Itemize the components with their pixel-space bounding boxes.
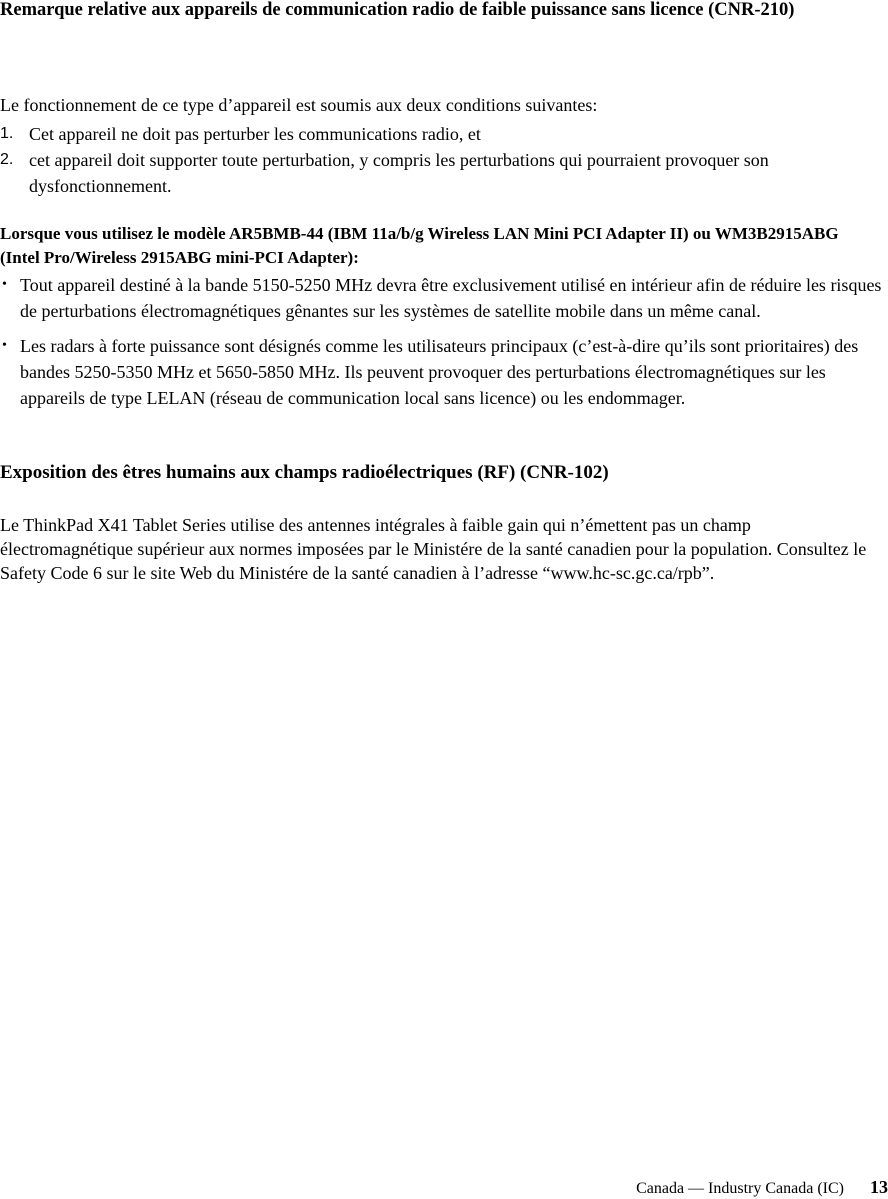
list-item-text: Tout appareil destiné à la bande 5150-5250 MHz devra être exclusivement utilisé en intérieur afin de réduire les risques de perturbations électromagnétiques gênantes sur les systèmes de satellite mobile dans un même canal. [20, 275, 882, 321]
rf-exposure-paragraph: Le ThinkPad X41 Tablet Series utilise des antennes intégrales à faible gain qui n’émettent pas un champ électromagnétique supérieur aux normes imposées par le Ministére de la santé canadien pour la population. Consultez le Safety Code 6 sur le site Web du Ministére de la santé canadien à l’adresse “www.hc-sc.gc.ca/rpb”. [0, 515, 867, 583]
list-item-number: 1. [0, 125, 14, 142]
bullet-icon: • [2, 277, 7, 292]
list-item-text: cet appareil doit supporter toute perturbation, y compris les perturbations qui pourraient provoquer son dysfonctionnement. [29, 150, 769, 196]
adapter-notes-list [0, 272, 885, 420]
list-item [0, 272, 885, 324]
list-item [0, 121, 885, 147]
page-footer [636, 1177, 888, 1199]
section-heading-rf-exposure: Exposition des êtres humains aux champs radioélectriques (RF) (CNR-102) [0, 462, 609, 483]
section-heading-adapter-models: Lorsque vous utilisez le modèle AR5BMB-44 (IBM 11a/b/g Wireless LAN Mini PCI Adapter II) ou WM3B2915ABG (Intel Pro/Wireless 2915ABG mini-PCI Adapter): [0, 224, 839, 267]
section-heading-cnr-210: Remarque relative aux appareils de communication radio de faible puissance sans licence (CNR-210) [0, 0, 795, 20]
conditions-list [0, 121, 885, 199]
list-item-text: Les radars à forte puissance sont désignés comme les utilisateurs principaux (c’est-à-dire qu’ils sont prioritaires) des bandes 5250-5350 MHz et 5650-5850 MHz. Ils peuvent provoquer des perturbations électromagnétiques sur les appareils de type LELAN (réseau de communication local sans licence) ou les endommager. [20, 336, 859, 408]
footer-section-label: Canada — Industry Canada (IC) [636, 1180, 844, 1197]
page-number: 13 [870, 1177, 888, 1197]
conditions-intro: Le fonctionnement de ce type d’appareil est soumis aux deux conditions suivantes: [0, 95, 598, 115]
list-item [0, 333, 885, 411]
list-item-text: Cet appareil ne doit pas perturber les communications radio, et [29, 124, 481, 144]
list-item [0, 147, 885, 199]
list-item-number: 2. [0, 151, 14, 168]
bullet-icon: • [2, 338, 7, 353]
